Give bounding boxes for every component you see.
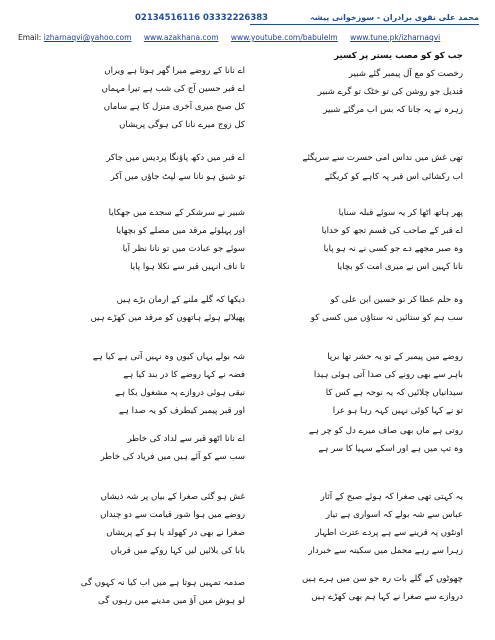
stanza-7-left-line-4: بابا کی بلائیں لیں کہا روکے میں قرباں xyxy=(110,546,245,556)
stanza-3-right-line-2: اے قبر کے صاحب کی قسم تجھ کو خدایا xyxy=(321,226,463,236)
stanza-3-left-line-4: تا ناف انہیں قبر سے نکلا ہوا پایا xyxy=(130,262,245,272)
stanza-1-right-line-3: قندیل جو روشن کی تو خٹک تو گرے شبیر xyxy=(317,87,463,97)
stanza-1-left-line-2: اے قبر حسین آج کی شب ہے تیرا مہماں xyxy=(101,84,245,94)
stanza-5-left-line-3: نیقی ہوئی دروازے پہ مشغول بکا ہے xyxy=(115,388,245,398)
stanza-3-right-line-1: پھر ہاتھ اٹھا کر یہ سوئے قبلہ سنایا xyxy=(338,208,463,218)
stanza-7-right-line-4: زہرا سے رہے محمل میں سکینہ سے خبردار xyxy=(308,546,463,556)
stanza-7-right-line-3: اونٹوں پہ قرینے سے ہے پردے عترت اطہار xyxy=(315,528,463,538)
stanza-5-right-line-1: روضے میں پیمبر کے تو یہ حشر تھا برپا xyxy=(327,352,463,362)
stanza-6-right-line-2: وہ تپ میں ہے اور اسکے سہیا کا سر ہے xyxy=(318,444,463,454)
stanza-4-left-line-2: پھیلائے ہوئے ہاتھوں کو مرقد میں کھڑے ہیں xyxy=(90,313,245,323)
link-tune[interactable]: www.tune.pk/izharnaqvi xyxy=(350,33,441,42)
stanza-2-right-line-2: اب رکشائی اس قبر پہ کاہے کو کریگئے xyxy=(324,172,463,182)
stanza-6-left-line-1: اے نانا اٹھو قبر سے لداد کی خاطر xyxy=(127,434,245,444)
stanza-3-left-line-3: سوئے جو عبادت میں تو نانا نظر آیا xyxy=(122,244,245,254)
email-label: Email: xyxy=(18,33,42,42)
stanza-7-left-line-1: غش ہو گئی صغرا کے بیاں پر شہ ذیشاں xyxy=(100,492,245,502)
stanza-8-right-line-1: چھوٹوں کے گلے بات رہ جو سن میں ہرے ہیں xyxy=(301,574,463,584)
stanza-6-right-line-1: روتی ہے ماں بھی صاف میرے دل کو چر ہے xyxy=(308,426,463,436)
stanza-5-right-line-2: باہر سے بھی رونے کی صدا آتی ہوئی ہیدا xyxy=(313,370,463,380)
stanza-5-left-line-4: اور قبر پیمبر کیطرف کو یہ صدا ہے xyxy=(118,406,245,416)
email-link[interactable]: izharnaqvi@yahoo.com xyxy=(43,33,132,42)
stanza-6-left-line-2: سب سے کو آئے ہیں میں فریاد کی خاطر xyxy=(100,452,245,462)
stanza-2-left-line-1: اے قبر میں دکھ پاؤنگا پردیس میں جاکر xyxy=(106,153,245,163)
stanza-3-left-line-2: اور پہلوئے مرقد میں مصلے کو بچھایا xyxy=(116,226,245,236)
stanza-2-right-line-1: تھی غش میں نداس امی حسرت سے سرپگئے xyxy=(302,153,463,163)
stanza-3-right-line-3: وہ صبر مجھے دے جو کسی نے نہ ہو پایا xyxy=(323,244,463,254)
stanza-3-right-line-4: نانا کہیں اس نے میری امت کو بچایا xyxy=(337,262,463,272)
stanza-1-left-line-1: اے نانا کے روضے میرا گھر ہوتا ہے ویراں xyxy=(104,66,245,76)
stanza-7-left-line-2: روضے میں ہوا شور قیامت سے دو چنداں xyxy=(100,510,245,520)
stanza-1-right-line-4: زہرہ نے یہ جانا کہ بس اب مرگئے شبیر xyxy=(323,105,463,115)
stanza-1-left-line-4: کل زوج میرے نانا کی ہوگی پریشاں xyxy=(119,120,245,130)
stanza-7-right-line-2: عباس سے شہ بولے کہ اسواری ہے تیار xyxy=(325,510,463,520)
header-links xyxy=(18,33,450,42)
stanza-2-left-line-2: تو شیق ہو نانا سے لپٹ جاؤں میں آکر xyxy=(110,172,245,182)
stanza-3-left-line-1: شبیر نے سرشکر کے سجدے میں جھکایا xyxy=(108,208,245,218)
header-title: محمد علی نقوی برادران - سوزخوانی پیشہ xyxy=(250,13,479,25)
stanza-1-right-line-2: رخصت کو مع آل پیمبر گئے شبیر xyxy=(348,69,463,79)
stanza-5-left-line-2: فضہ نے کہا روضے کا در بند کیا ہے xyxy=(123,370,245,380)
stanza-5-left-line-1: شہ بولے یہاں کیوں وہ نہیں آتی ہے کیا ہے xyxy=(92,352,245,362)
link-azakhana[interactable]: www.azakhana.com xyxy=(143,33,219,42)
stanza-7-right-line-1: یہ کہتی تھی صغرا کہ ہوئے صبح کے آثار xyxy=(320,492,463,502)
link-youtube[interactable]: www.youtube.com/babulelm xyxy=(230,33,338,42)
stanza-8-right-line-2: دروازے سے صغرا نے کہا ہم بھی کھڑے ہیں xyxy=(311,592,463,602)
stanza-1-right-line-1: جب کو کو مصب یستر پر کسیر xyxy=(334,51,463,61)
header-phones: 02134516116 03332226383 xyxy=(135,13,269,23)
stanza-4-left-line-1: دیکھا کہ گلے ملنے کے ارمان بڑے ہیں xyxy=(116,295,245,305)
stanza-5-right-line-4: تو نے کہا کوئی نہیں کہہ رہا ہو عرا xyxy=(332,406,463,416)
stanza-5-right-line-3: سیدانیاں چلائیں کہ یہ نوحہ ہے کس کا xyxy=(325,388,463,398)
stanza-7-left-line-3: صغرا نے بھی در کھولد یا ہو کے پریشاں xyxy=(106,528,245,538)
stanza-8-left-line-1: صدمہ تمہیں ہوتا ہے میں اب کیا نہ کہوں گی xyxy=(80,578,245,588)
stanza-8-left-line-2: لو ہوش میں آؤ میں مدینے میں رہوں گی xyxy=(98,596,245,606)
stanza-4-right-line-2: سب ہم کو ستائیں نہ ستاؤں میں کسی کو xyxy=(310,313,463,323)
stanza-4-right-line-1: وہ حلم عطا کر تو حسین ابن علی کو xyxy=(330,295,463,305)
stanza-1-left-line-3: کل صبح میری آخری منزل کا ہے ساماں xyxy=(103,102,245,112)
